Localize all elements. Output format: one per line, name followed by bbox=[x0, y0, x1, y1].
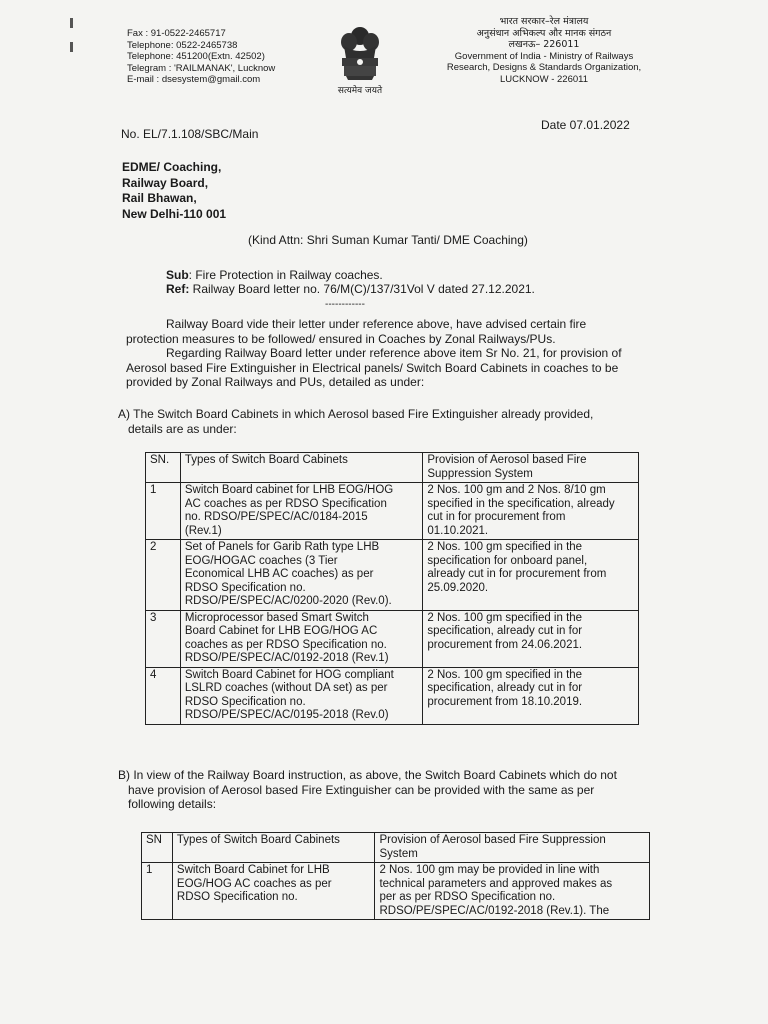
table-b bbox=[141, 832, 650, 920]
reference-line bbox=[166, 282, 535, 296]
cell-provision: 2 Nos. 100 gm specified in the specification, already cut in for procurement from 18.10.2019. bbox=[423, 667, 639, 724]
fax-line: Fax : 91-0522-2465717 bbox=[127, 28, 226, 39]
reference-label: Ref: bbox=[166, 282, 190, 296]
reference-text: Railway Board letter no. 76/M(C)/137/31Vol V dated 27.12.2021. bbox=[189, 282, 535, 296]
section-line: have provision of Aerosol based Fire Extinguisher can be provided with the same as per bbox=[128, 782, 595, 797]
cell-sn: 1 bbox=[146, 483, 181, 540]
subject-line bbox=[166, 268, 535, 282]
separator-line: ------------ bbox=[325, 299, 365, 310]
paragraph-line: Regarding Railway Board letter under reference above item Sr No. 21, for provision of bbox=[166, 346, 622, 360]
header-sn: SN. bbox=[146, 453, 181, 483]
cell-provision: 2 Nos. 100 gm may be provided in line with technical parameters and approved makes as per as per RDSO Specification no. RDSO/PE/SPEC/AC/0192-2018 (Rev.1). The bbox=[375, 863, 650, 920]
cell-sn: 3 bbox=[146, 610, 181, 667]
emblem-motto: सत्यमेव जयते bbox=[337, 86, 383, 96]
section-line: following details: bbox=[128, 797, 217, 811]
kind-attention: (Kind Attn: Shri Suman Kumar Tanti/ DME Coaching) bbox=[248, 233, 528, 247]
paragraph-line: Railway Board vide their letter under reference above, have advised certain fire bbox=[166, 317, 587, 331]
organization-block bbox=[424, 16, 664, 85]
paragraph-line: provided by Zonal Railways and PUs, detailed as under: bbox=[126, 375, 425, 389]
cell-sn: 2 bbox=[146, 540, 181, 611]
header-type: Types of Switch Board Cabinets bbox=[180, 453, 423, 483]
cell-provision: 2 Nos. 100 gm and 2 Nos. 8/10 gm specified in the specification, already cut in for procurement from 01.10.2021. bbox=[423, 483, 639, 540]
header-type: Types of Switch Board Cabinets bbox=[172, 833, 375, 863]
org-line-city: LUCKNOW - 226011 bbox=[500, 73, 588, 85]
telephone-ext-line: Telephone: 451200(Extn. 42502) bbox=[127, 51, 265, 62]
table-row bbox=[146, 610, 639, 667]
telegram-line: Telegram : 'RAILMANAK', Lucknow bbox=[127, 62, 276, 74]
national-emblem bbox=[330, 22, 390, 94]
paragraph-line: Aerosol based Fire Extinguisher in Electrical panels/ Switch Board Cabinets in coaches to be bbox=[126, 360, 619, 375]
cell-sn: 4 bbox=[146, 667, 181, 724]
cell-type: Switch Board Cabinet for LHB EOG/HOG AC coaches as per RDSO Specification no. bbox=[172, 863, 375, 920]
org-line-rdso: Research, Designs & Standards Organization, bbox=[446, 62, 642, 73]
cell-sn: 1 bbox=[142, 863, 173, 920]
section-a-heading bbox=[118, 407, 593, 436]
header-provision: Provision of Aerosol based Fire Suppression System bbox=[375, 833, 650, 863]
cell-type: Switch Board cabinet for LHB EOG/HOG AC coaches as per RDSO Specification no. RDSO/PE/SPEC/AC/0184-2015 (Rev.1) bbox=[180, 483, 423, 540]
org-line-ministry: Government of India - Ministry of Railways bbox=[454, 50, 634, 62]
address-line: Rail Bhawan, bbox=[122, 191, 197, 205]
section-line: B) In view of the Railway Board instruction, as above, the Switch Board Cabinets which do not bbox=[118, 768, 617, 782]
header-provision: Provision of Aerosol based Fire Suppression System bbox=[423, 453, 639, 483]
section-line: A) The Switch Board Cabinets in which Aerosol based Fire Extinguisher already provided, bbox=[118, 407, 594, 421]
cell-type: Switch Board Cabinet for HOG compliant LSLRD coaches (without DA set) as per RDSO Specification no. RDSO/PE/SPEC/AC/0195-2018 (Rev.0) bbox=[180, 667, 423, 724]
paragraph-line: protection measures to be followed/ ensured in Coaches by Zonal Railways/PUs. bbox=[126, 331, 556, 346]
paragraph-2 bbox=[126, 346, 686, 390]
contact-block bbox=[127, 28, 275, 86]
cell-provision: 2 Nos. 100 gm specified in the specification for onboard panel, already cut in for procurement from 25.09.2020. bbox=[423, 540, 639, 611]
address-line: New Delhi-110 001 bbox=[122, 206, 227, 221]
header-sn: SN bbox=[142, 833, 173, 863]
table-header-row bbox=[146, 453, 639, 483]
org-line-hindi-3: लखनऊ– 226011 bbox=[508, 39, 580, 50]
section-line: details are as under: bbox=[128, 421, 237, 436]
section-b-heading bbox=[118, 768, 617, 812]
cell-type: Set of Panels for Garib Rath type LHB EOG/HOGAC coaches (3 Tier Economical LHB AC coaches) as per RDSO Specification no. RDSO/PE/SPEC/AC/0200-2020 (Rev.0). bbox=[180, 540, 423, 611]
telephone-line: Telephone: 0522-2465738 bbox=[127, 39, 238, 51]
org-line-hindi-1: भारत सरकार–रेल मंत्रालय bbox=[499, 16, 589, 27]
recipient-address bbox=[122, 160, 226, 222]
lion-capital-icon bbox=[330, 22, 390, 82]
reference-number: No. EL/7.1.108/SBC/Main bbox=[121, 127, 259, 141]
cell-provision: 2 Nos. 100 gm specified in the specification, already cut in for procurement from 24.06.2021. bbox=[423, 610, 639, 667]
punch-marks bbox=[70, 18, 74, 78]
subject-reference bbox=[166, 268, 535, 296]
table-row bbox=[146, 483, 639, 540]
table-row bbox=[142, 863, 650, 920]
subject-text: : Fire Protection in Railway coaches. bbox=[188, 268, 383, 282]
table-a bbox=[145, 452, 639, 725]
table-row bbox=[146, 667, 639, 724]
table-row bbox=[146, 540, 639, 611]
subject-label: Sub bbox=[166, 268, 189, 282]
org-line-hindi-2: अनुसंधान अभिकल्प और मानक संगठन bbox=[476, 27, 612, 39]
table-header-row bbox=[142, 833, 650, 863]
cell-type: Microprocessor based Smart Switch Board Cabinet for LHB EOG/HOG AC coaches as per RDSO Specification no. RDSO/PE/SPEC/AC/0192-2018 (Rev.1) bbox=[180, 610, 423, 667]
address-line: EDME/ Coaching, bbox=[122, 160, 222, 174]
paragraph-1 bbox=[126, 317, 686, 346]
address-line: Railway Board, bbox=[122, 175, 209, 190]
letter-date: Date 07.01.2022 bbox=[541, 118, 630, 132]
email-line: E-mail : dsesystem@gmail.com bbox=[127, 74, 261, 85]
